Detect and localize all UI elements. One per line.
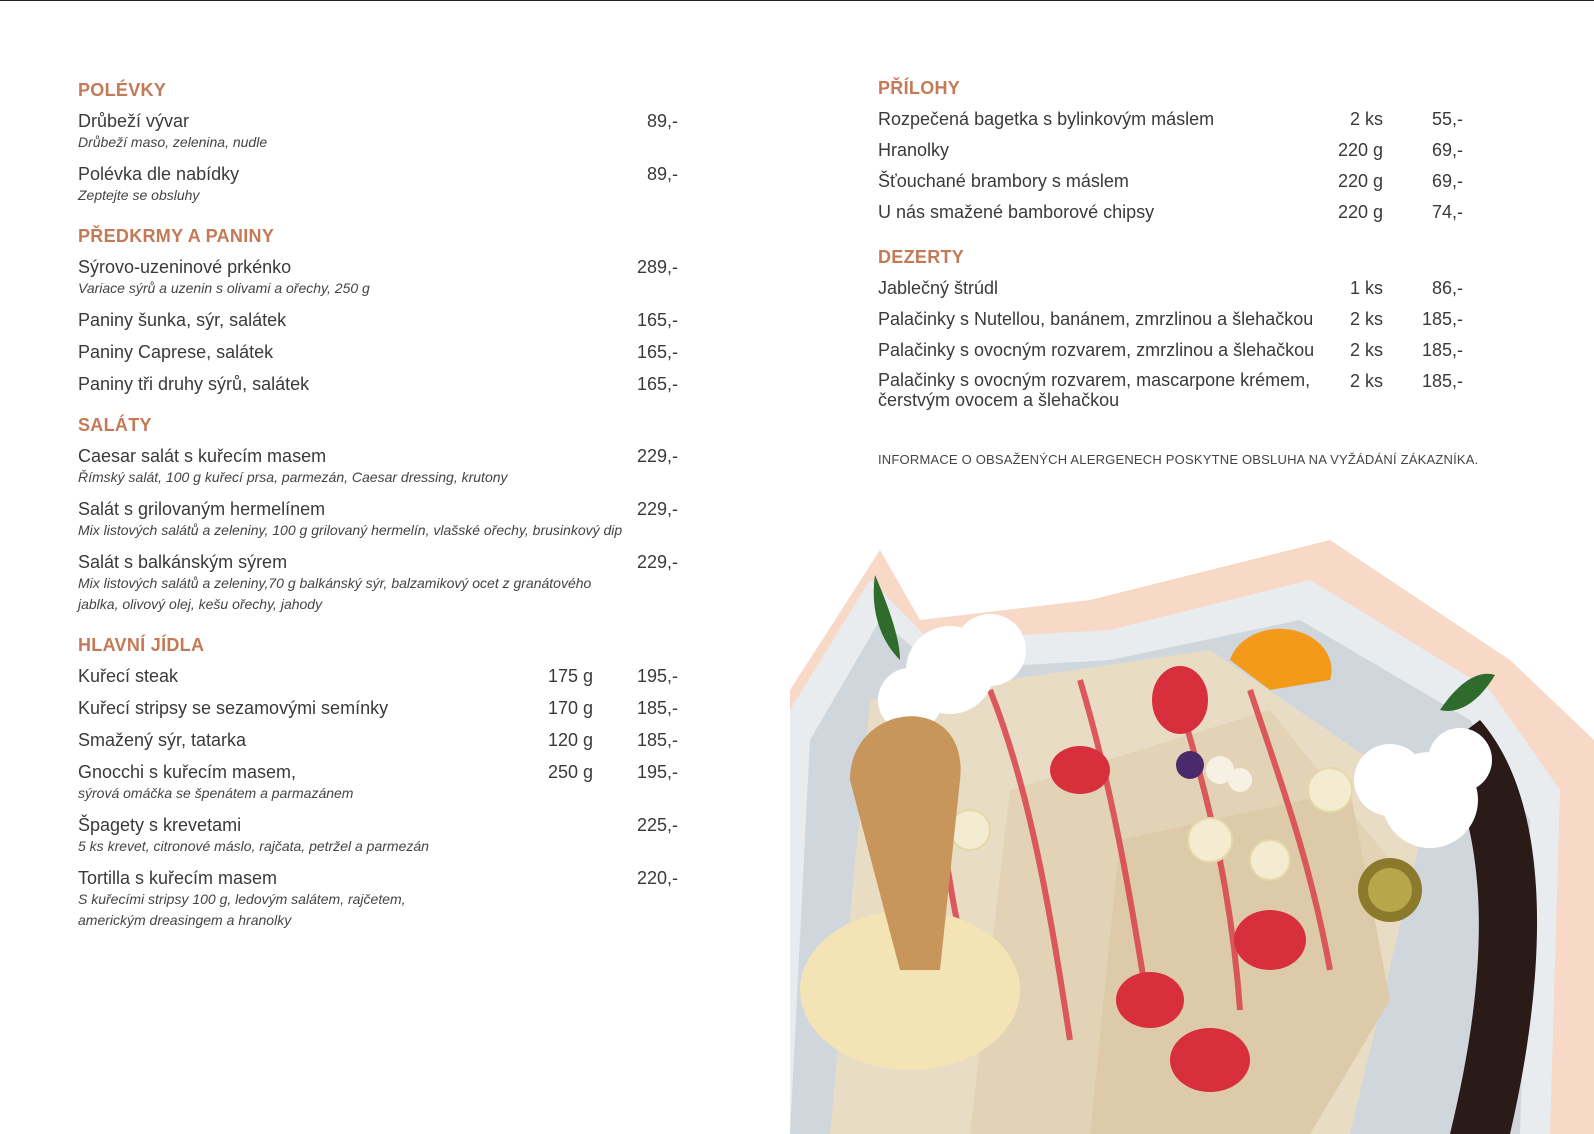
- menu-item: [78, 729, 678, 751]
- item-price: 55,-: [1431, 109, 1463, 129]
- item-weight: 220 g: [1337, 140, 1383, 160]
- item-name: Caesar salát s kuřecím masem: [78, 446, 327, 466]
- item-price: 229,-: [636, 552, 678, 572]
- item-weight: 2 ks: [1349, 309, 1383, 329]
- item-name: Palačinky s ovocným rozvarem, mascarpone krémem, čerstvým ovocem a šlehačkou: [878, 370, 1311, 410]
- item-price: 165,-: [636, 342, 678, 362]
- item-description: Zeptejte se obsluhy: [78, 187, 200, 203]
- menu-item: [78, 814, 678, 857]
- item-name: Paniny Caprese, salátek: [78, 342, 274, 362]
- item-price: 89,-: [646, 164, 678, 184]
- item-price: 220,-: [636, 868, 678, 888]
- item-weight: 2 ks: [1349, 109, 1383, 129]
- item-weight: 220 g: [1337, 171, 1383, 191]
- item-price: 225,-: [636, 815, 678, 835]
- item-name: Palačinky s ovocným rozvarem, zmrzlinou a šlehačkou: [878, 340, 1315, 360]
- top-border-line: [0, 0, 1594, 1]
- menu-item: [78, 498, 678, 541]
- section-predkrmy: [78, 224, 678, 395]
- item-price: 195,-: [636, 762, 678, 782]
- item-price: 69,-: [1431, 140, 1463, 160]
- item-name: Polévka dle nabídky: [78, 164, 240, 184]
- menu-item: [78, 373, 678, 395]
- item-name: Kuřecí steak: [78, 666, 179, 686]
- menu-item: [878, 139, 1498, 161]
- section-title: SALÁTY: [78, 415, 152, 435]
- item-price: 185,-: [1421, 371, 1463, 391]
- menu-item: [78, 309, 678, 331]
- item-name: Drůbeží vývar: [78, 111, 190, 131]
- menu-item: [78, 697, 678, 719]
- menu-item: [878, 170, 1498, 192]
- section-title: HLAVNÍ JÍDLA: [78, 635, 205, 655]
- item-name: Šťouchané brambory s máslem: [878, 171, 1129, 191]
- item-name: Špagety s krevetami: [78, 815, 242, 835]
- menu-item: [78, 551, 678, 615]
- item-price: 86,-: [1431, 278, 1463, 298]
- item-weight: 120 g: [547, 730, 593, 750]
- item-weight: 1 ks: [1349, 278, 1383, 298]
- menu-left-column: [78, 78, 678, 949]
- item-weight: 2 ks: [1349, 340, 1383, 360]
- menu-item: [878, 277, 1498, 299]
- menu-right-column: [878, 76, 1498, 436]
- menu-item: [78, 341, 678, 363]
- item-price: 195,-: [636, 666, 678, 686]
- item-price: 185,-: [636, 698, 678, 718]
- section-title: PŘEDKRMY A PANINY: [78, 226, 275, 246]
- menu-item: [78, 256, 678, 299]
- item-price: 229,-: [636, 499, 678, 519]
- item-price: 185,-: [636, 730, 678, 750]
- item-weight: 220 g: [1337, 202, 1383, 222]
- menu-item: [878, 201, 1498, 223]
- item-description: Mix listových salátů a zeleniny, 100 g grilovaný hermelín, vlašské ořechy, brusinkový dip: [78, 522, 623, 538]
- menu-item: [878, 370, 1498, 414]
- item-description: Drůbeží maso, zelenina, nudle: [78, 134, 268, 150]
- item-description: Variace sýrů a uzenin s olivami a ořechy, 250 g: [78, 280, 370, 296]
- allergen-note: INFORMACE O OBSAŽENÝCH ALERGENECH POSKYTNE OBSLUHA NA VYŽÁDÁNÍ ZÁKAZNÍKA.: [878, 452, 1479, 467]
- item-price: 69,-: [1431, 171, 1463, 191]
- menu-item: [878, 108, 1498, 130]
- item-weight: 170 g: [547, 698, 593, 718]
- item-name: Hranolky: [878, 140, 950, 160]
- item-name: Kuřecí stripsy se sezamovými semínky: [78, 698, 389, 718]
- item-price: 185,-: [1421, 309, 1463, 329]
- item-name: Palačinky s Nutellou, banánem, zmrzlinou a šlehačkou: [878, 309, 1314, 329]
- section-title: DEZERTY: [878, 247, 965, 267]
- item-name: Sýrovo-uzeninové prkénko: [78, 257, 292, 277]
- menu-item: [78, 867, 678, 931]
- item-weight: 175 g: [547, 666, 593, 686]
- item-price: 289,-: [636, 257, 678, 277]
- menu-item: [78, 665, 678, 687]
- item-name: Salát s balkánským sýrem: [78, 552, 288, 572]
- section-title: POLÉVKY: [78, 80, 167, 100]
- item-price: 89,-: [646, 111, 678, 131]
- item-name: Jablečný štrúdl: [878, 278, 999, 298]
- section-title: PŘÍLOHY: [878, 78, 961, 98]
- item-description: S kuřecími stripsy 100 g, ledovým salátem, rajčetem, americkým dreasingem a hranolky: [78, 891, 406, 928]
- menu-item: [878, 308, 1498, 330]
- item-price: 185,-: [1421, 340, 1463, 360]
- item-name: U nás smažené bamborové chipsy: [878, 202, 1155, 222]
- menu-item: [78, 445, 678, 488]
- section-dezerty: [878, 245, 1498, 414]
- item-price: 229,-: [636, 446, 678, 466]
- dessert-photo: [790, 540, 1594, 1134]
- item-name: Tortilla s kuřecím masem: [78, 868, 278, 888]
- menu-item: [78, 163, 678, 206]
- item-description: 5 ks krevet, citronové máslo, rajčata, petržel a parmezán: [78, 838, 429, 854]
- menu-item: [878, 339, 1498, 361]
- item-name: Paniny šunka, sýr, salátek: [78, 310, 287, 330]
- section-hlavni-jidla: [78, 633, 678, 931]
- menu-item: [78, 761, 678, 804]
- item-price: 165,-: [636, 374, 678, 394]
- item-name: Rozpečená bagetka s bylinkovým máslem: [878, 109, 1215, 129]
- dessert-illustration: [790, 540, 1594, 1134]
- item-name: Smažený sýr, tatarka: [78, 730, 247, 750]
- item-name: Gnocchi s kuřecím masem,: [78, 762, 297, 782]
- item-weight: 2 ks: [1349, 371, 1383, 391]
- item-price: 165,-: [636, 310, 678, 330]
- item-weight: 250 g: [547, 762, 593, 782]
- section-prilohy: [878, 76, 1498, 223]
- item-description: Mix listových salátů a zeleniny,70 g balkánský sýr, balzamikový ocet z granátového jablka, olivový olej, kešu ořechy, jahody: [78, 575, 592, 612]
- section-polevky: [78, 78, 678, 206]
- menu-item: [78, 110, 678, 153]
- item-description: Římský salát, 100 g kuřecí prsa, parmezán, Caesar dressing, krutony: [78, 469, 508, 485]
- item-name: Paniny tři druhy sýrů, salátek: [78, 374, 310, 394]
- item-name: Salát s grilovaným hermelínem: [78, 499, 326, 519]
- item-price: 74,-: [1431, 202, 1463, 222]
- section-salaty: [78, 413, 678, 615]
- item-description: sýrová omáčka se špenátem a parmazánem: [78, 785, 354, 801]
